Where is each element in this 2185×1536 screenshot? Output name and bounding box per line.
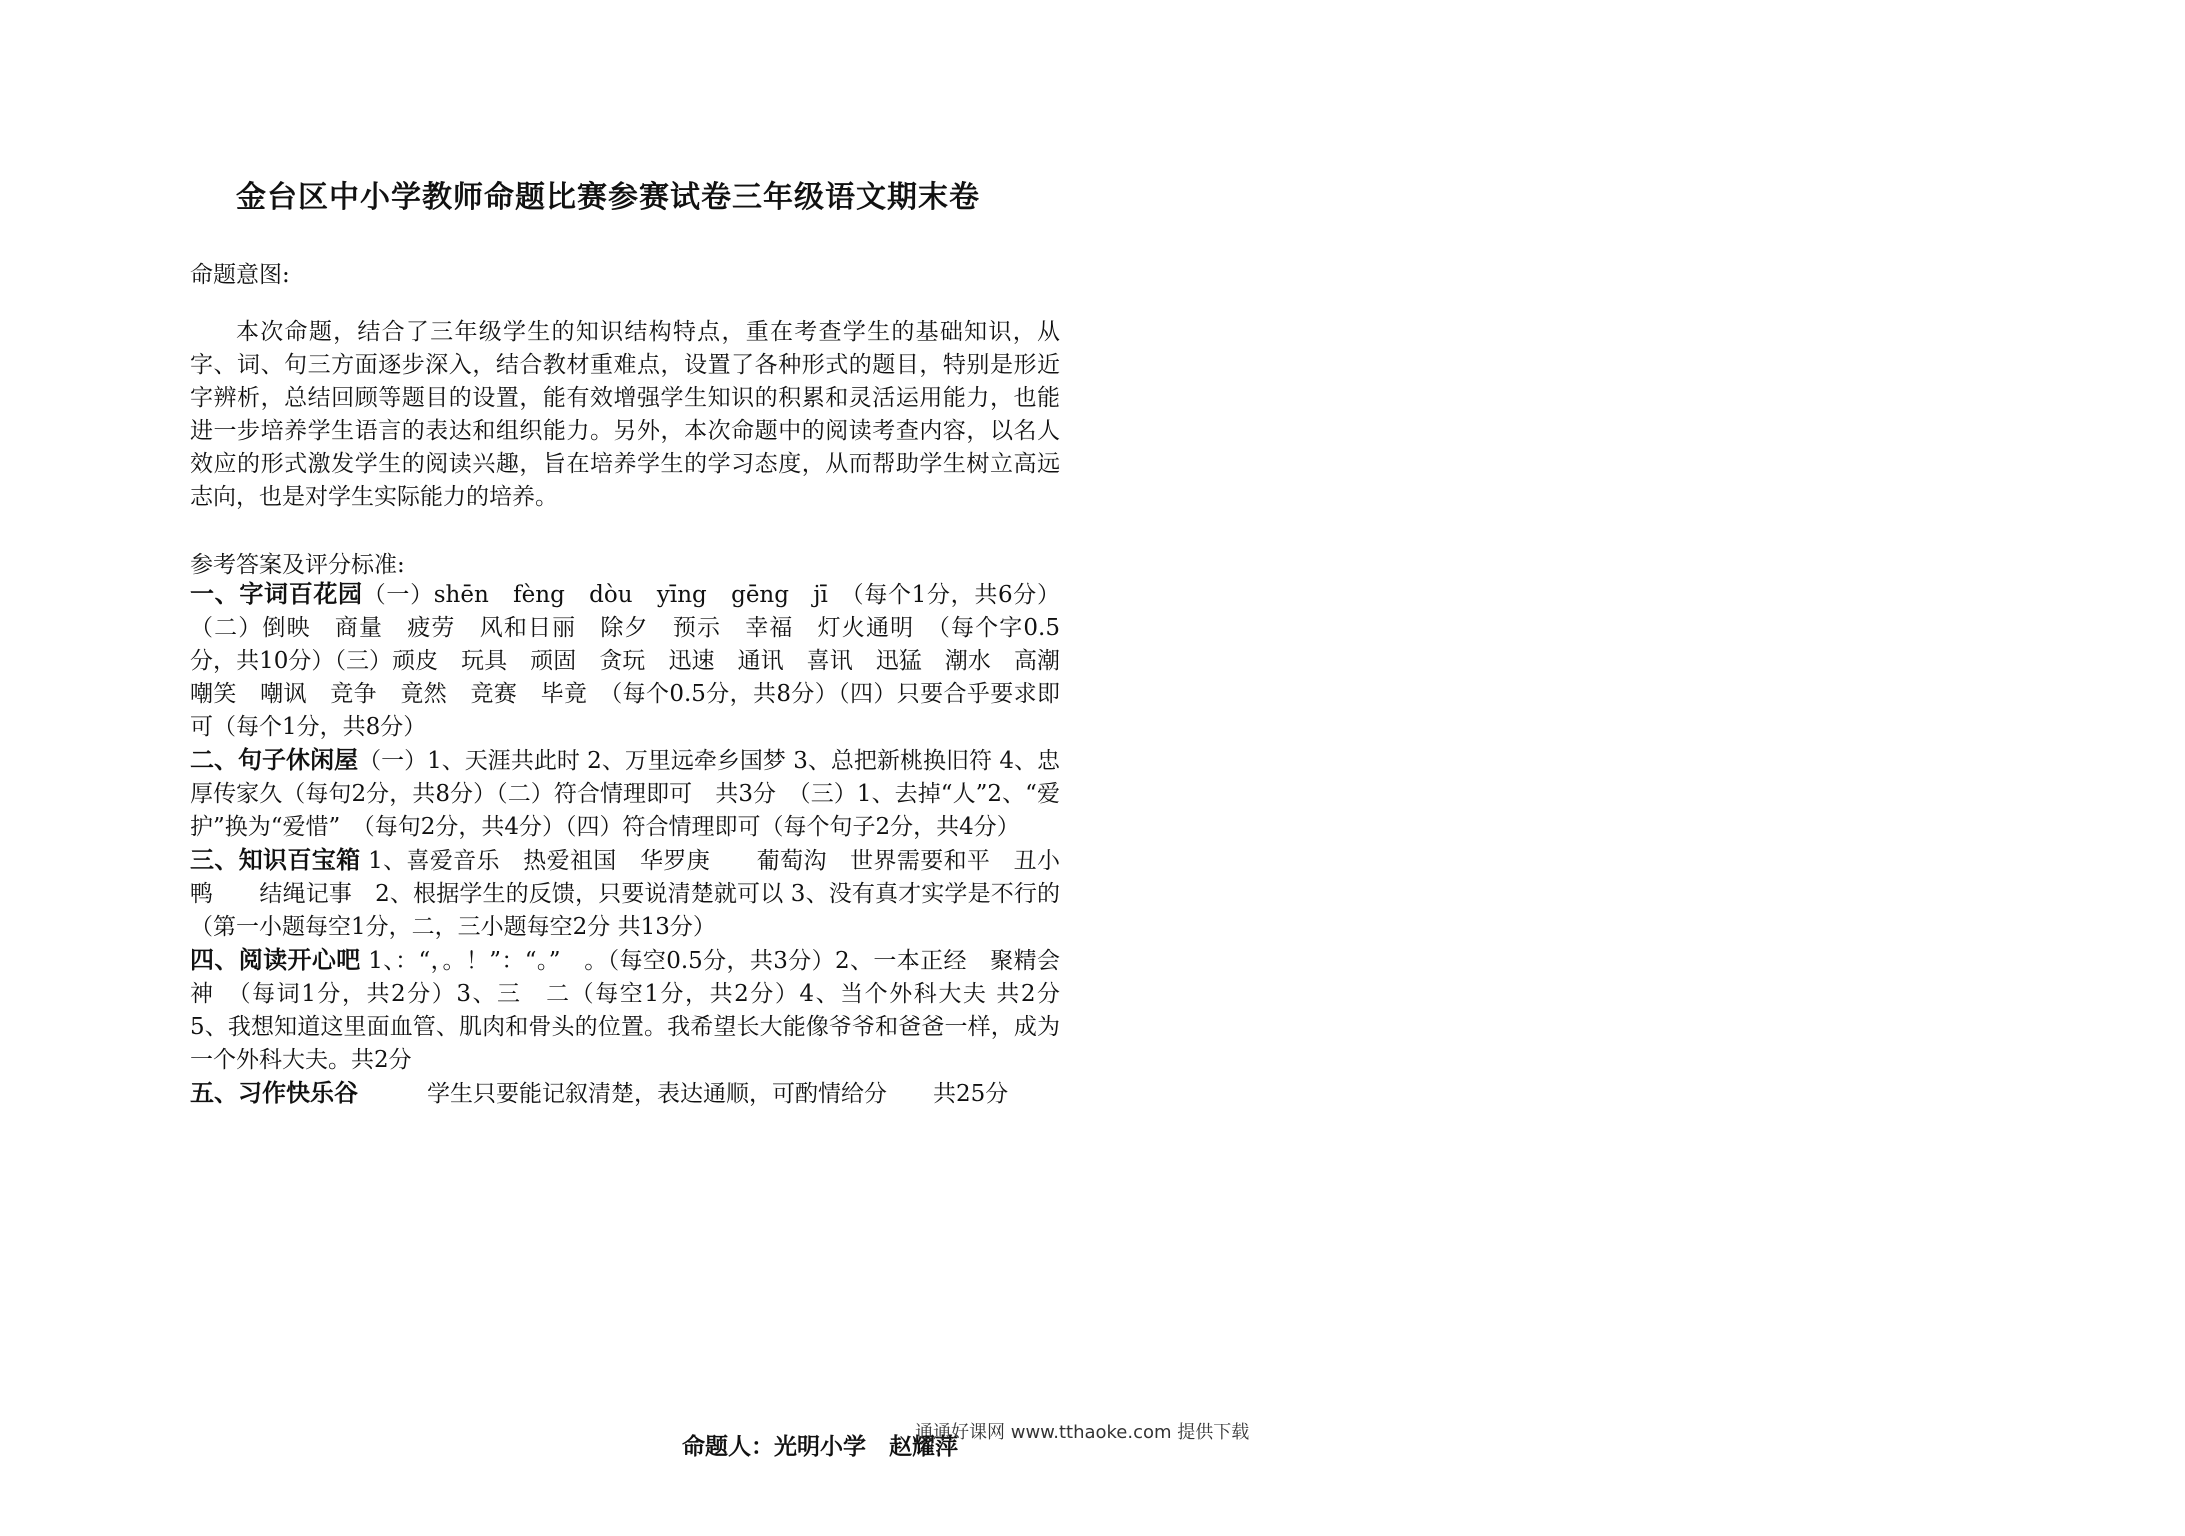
answer-heading: 二、句子休闲屋 (190, 746, 359, 774)
answer-text: 1、：“，。！”：“。” 。（每空0.5分，共3分）2、一本正经 聚精会神 （每词1分，共2分）3、三 二（每空1分，共2分）4、当个外科大夫 共2分 5、我想知道这里面血管、肌肉和骨头的位置。我希望长大能像爷爷和爸爸一样，成为一个外科大夫。共2分 (190, 948, 1083, 1073)
answer-heading: 三、知识百宝箱 (190, 846, 361, 874)
intent-paragraph: 本次命题，结合了三年级学生的知识结构特点，重在考查学生的基础知识，从字、词、句三方面逐步深入，结合教材重难点，设置了各种形式的题目，特别是形近字辨析，总结回顾等题目的设置，能有效增强学生知识的积累和灵活运用能力，也能进一步培养学生语言的表达和组织能力。另外，本次命题中的阅读考查内容，以名人效应的形式激发学生的阅读兴趣，旨在培养学生的学习态度，从而帮助学生树立高远志向，也是对学生实际能力的培养。 (190, 319, 1060, 510)
answer-heading: 一、字词百花园 (190, 580, 363, 608)
answers-label: 参考答案及评分标准: (190, 552, 405, 578)
answer-item-writing (190, 1077, 1060, 1111)
answer-heading: 五、习作快乐谷 (190, 1079, 358, 1107)
answer-item-knowledge (190, 844, 1060, 944)
answer-item-reading (190, 944, 1083, 1077)
answer-item-words (190, 578, 1083, 744)
answer-text: （一）1、天涯共此时 2、万里远牵乡国梦 3、总把新桃换旧符 4、忠厚传家久（每句2分，共8分）（二）符合情理即可 共3分 （三）1、去掉“人”2、“爱护”换为“爱惜” （每句2分，共4分）（四）符合情理即可（每个句子2分，共4分） (190, 748, 1060, 840)
document-title: 金台区中小学教师命题比赛参赛试卷三年级语文期末卷 (236, 180, 980, 215)
answer-text: 1、喜爱音乐 热爱祖国 华罗庚 葡萄沟 世界需要和平 丑小鸭 结绳记事 2、根据学生的反馈，只要说清楚就可以 3、没有真才实学是不行的（第一小题每空1分，二，三小题每空2分 共13分） (190, 848, 1060, 940)
answer-text: 学生只要能记叙清楚，表达通顺，可酌情给分 共25分 (358, 1081, 1009, 1107)
answer-item-sentences (190, 744, 1060, 844)
watermark-text: 通通好课网 www.tthaoke.com 提供下载 (915, 1422, 1250, 1443)
answer-list (190, 578, 1083, 1111)
intent-label: 命题意图: (190, 262, 290, 288)
answer-heading: 四、阅读开心吧 (190, 946, 361, 974)
footer-author: 命题人：光明小学 赵耀萍 (682, 1434, 958, 1460)
answer-text: （一）shēn fèng dòu yīng gēng jī （每个1分，共6分）（二）倒映 商量 疲劳 风和日丽 除夕 预示 幸福 灯火通明 （每个字0.5分，共10分）（三）顽皮 玩具 顽固 贪玩 迅速 通讯 喜讯 迅猛 潮水 高潮 嘲笑 嘲讽 竞争 竟然 竞赛 毕竟 （每个0.5分，共8分）（四）只要合乎要求即可（每个1分，共8分） (190, 582, 1083, 740)
